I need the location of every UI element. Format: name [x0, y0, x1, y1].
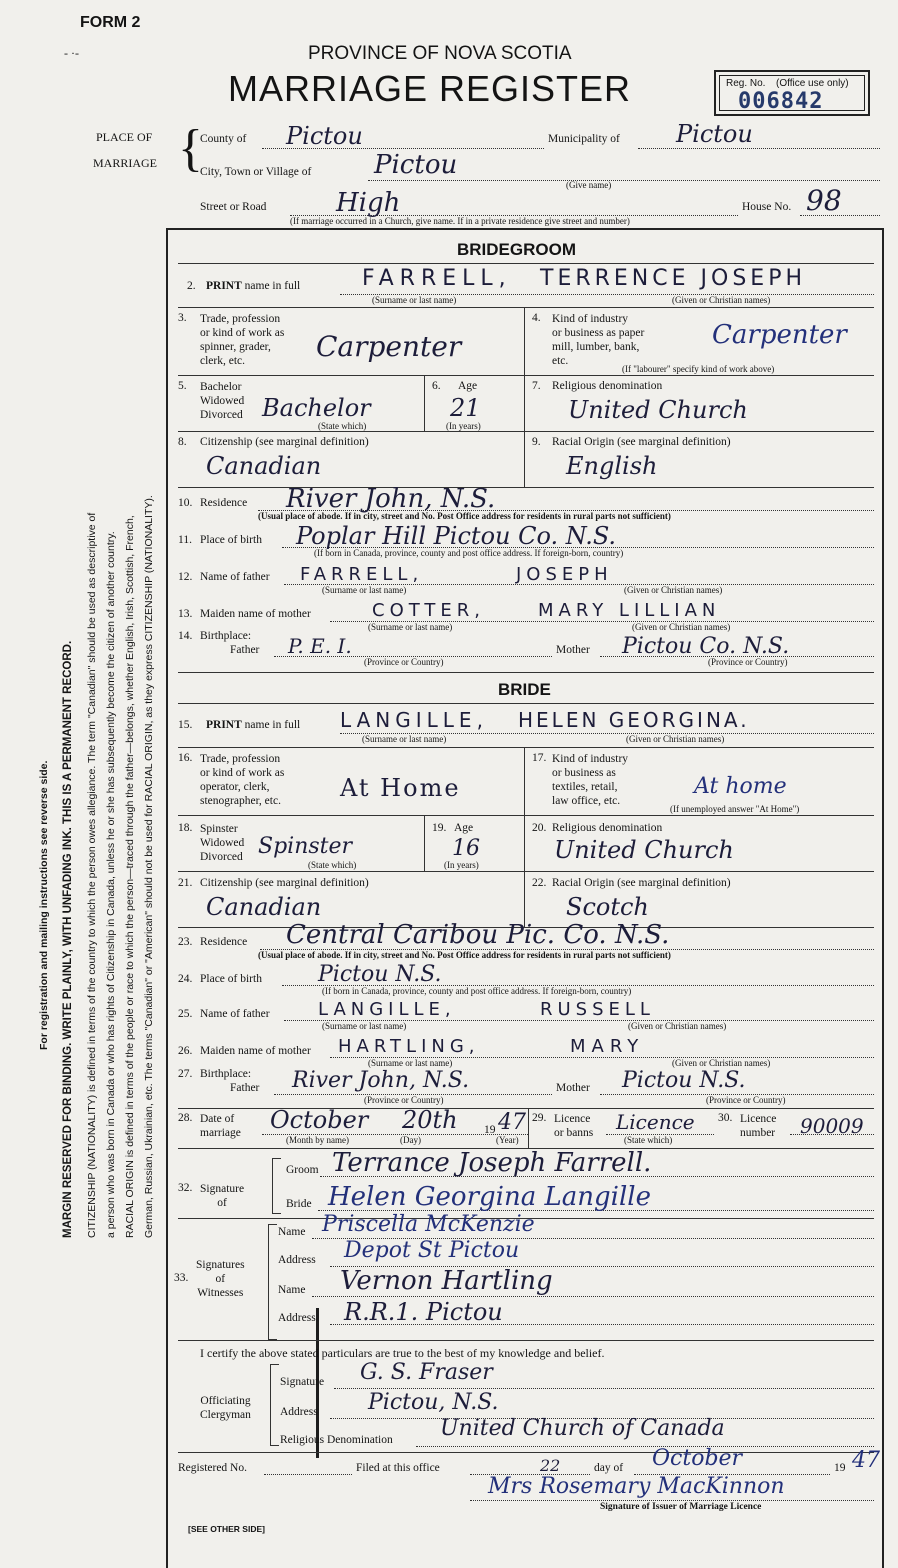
marriage-year-prefix: 19 [484, 1124, 496, 1136]
field-29-number: 29. [532, 1112, 547, 1124]
field-23-label: Residence [200, 936, 248, 948]
groom-sig-label: Groom [286, 1164, 319, 1176]
groom-status: Bachelor [262, 394, 371, 422]
groom-mother-surname: COTTER, [372, 600, 486, 621]
marriage-day-caption: (Day) [400, 1135, 421, 1145]
groom-surname-caption: (Surname or last name) [372, 295, 457, 305]
licence-or-banns: Licence [616, 1110, 695, 1134]
field-14-father-label: Father [230, 644, 260, 656]
field-22-number: 22. [532, 877, 547, 889]
field-2-print: PRINT [206, 280, 242, 292]
field-14-label: Birthplace: [200, 630, 252, 642]
marriage-year: 47 [498, 1110, 526, 1135]
groom-age-caption: (In years) [446, 421, 481, 431]
margin-line-1: For registration and mailing instructions see reverse side. [38, 760, 50, 1050]
field-12-caption-given: (Given or Christian names) [624, 585, 723, 595]
officiating-clergyman-label: Officiating Clergyman [200, 1395, 251, 1421]
day-of-label: day of [594, 1462, 624, 1474]
witness2-address: R.R.1. Pictou [344, 1298, 503, 1326]
field-13-caption-surname: (Surname or last name) [368, 622, 453, 632]
field-28-number: 28. [178, 1112, 193, 1124]
filed-year: 47 [852, 1448, 880, 1473]
filed-day: 22 [540, 1456, 561, 1475]
field-24-number: 24. [178, 973, 193, 985]
field-20-label: Religious denomination [552, 822, 663, 834]
field-23-number: 23. [178, 936, 193, 948]
groom-origin: English [566, 452, 658, 480]
groom-father-surname: FARRELL, [300, 564, 424, 585]
place-label-1: PLACE OF [96, 130, 153, 144]
field-27-caption-father: (Province or Country) [364, 1095, 444, 1105]
field-28-label: Date of marriage [200, 1113, 241, 1139]
bride-surname: LANGILLE, [340, 708, 488, 732]
place-label-2: MARRIAGE [93, 156, 158, 170]
groom-signature: Terrance Joseph Farrell. [332, 1148, 652, 1178]
field-26-label: Maiden name of mother [200, 1045, 311, 1057]
bride-religion: United Church [554, 836, 734, 864]
field-11-label: Place of birth [200, 534, 262, 546]
bride-sig-label: Bride [286, 1198, 312, 1210]
field-25-label: Name of father [200, 1008, 270, 1020]
field-25-caption-given: (Given or Christian names) [628, 1021, 727, 1031]
field-33-label: Signatures of Witnesses [196, 1259, 245, 1299]
field-14-mother-label: Mother [556, 644, 590, 656]
bride-age-caption: (In years) [444, 860, 479, 870]
field-4-number: 4. [532, 312, 541, 324]
field-2-number: 2. [187, 280, 196, 292]
bride-heading: BRIDE [498, 680, 551, 699]
field-13-caption-given: (Given or Christian names) [632, 622, 731, 632]
field-14-number: 14. [178, 630, 193, 642]
field-30-number: 30. [718, 1112, 733, 1124]
registered-no-label: Registered No. [178, 1462, 247, 1474]
field-32-number: 32. [178, 1182, 193, 1194]
groom-residence: River John, N.S. [286, 484, 496, 514]
field-15-label: name in full [244, 719, 301, 731]
field-12-number: 12. [178, 571, 193, 583]
groom-citizenship: Canadian [206, 452, 322, 480]
field-12-caption-surname: (Surname or last name) [322, 585, 407, 595]
field-26-number: 26. [178, 1045, 193, 1057]
field-10-label: Residence [200, 497, 248, 509]
margin-line-4: a person who was born in Canada or who has rights of Citizenship in Canada, unless he or she has subsequently become the citizen of another country. [105, 531, 117, 1238]
field-18-number: 18. [178, 822, 193, 834]
field-29-caption: (State which) [624, 1135, 673, 1145]
bride-mother-birthplace: Pictou N.S. [622, 1068, 746, 1093]
filed-label: Filed at this office [356, 1462, 440, 1474]
house-label: House No. [742, 201, 792, 213]
field-21-label: Citizenship (see marginal definition) [200, 877, 369, 889]
county-label: County of [200, 133, 247, 145]
issuer-signature-caption: Signature of Issuer of Marriage Licence [600, 1502, 762, 1512]
give-name-caption: (Give name) [566, 180, 612, 190]
province-heading: PROVINCE OF NOVA SCOTIA [308, 43, 572, 64]
field-22-label: Racial Origin (see marginal definition) [552, 877, 731, 889]
field-3-number: 3. [178, 312, 187, 324]
witness1-address: Depot St Pictou [344, 1238, 520, 1263]
field-15-number: 15. [178, 719, 193, 731]
bride-status-caption: (State which) [308, 860, 357, 870]
form-number: FORM 2 [80, 14, 141, 31]
field-6-label: Age [458, 380, 478, 392]
city-label: City, Town or Village of [200, 166, 312, 178]
field-17-number: 17. [532, 752, 547, 764]
field-16-number: 16. [178, 752, 193, 764]
field-30-label: Licence number [740, 1113, 777, 1139]
bride-citizenship: Canadian [206, 893, 322, 921]
field-20-number: 20. [532, 822, 547, 834]
field-26-caption-surname: (Surname or last name) [368, 1058, 453, 1068]
reg-label: Reg. No. [726, 78, 766, 89]
bride-surname-caption: (Surname or last name) [362, 734, 447, 744]
field-27-caption-mother: (Province or Country) [706, 1095, 786, 1105]
signature-bracket [272, 1158, 281, 1214]
field-27-mother-label: Mother [556, 1082, 590, 1094]
marriage-year-caption: (Year) [496, 1135, 519, 1145]
street-value: High [336, 188, 401, 218]
groom-mother-given: MARY LILLIAN [538, 600, 721, 621]
bride-mother-given: MARY [570, 1036, 645, 1057]
groom-mother-birthplace: Pictou Co. N.S. [622, 634, 790, 659]
see-other-side: [SEE OTHER SIDE] [188, 1524, 265, 1534]
clergy-address-label: Address [280, 1406, 318, 1418]
field-18-label: Spinster Widowed Divorced [200, 823, 245, 863]
marriage-month: October [270, 1106, 369, 1134]
licence-number: 90009 [800, 1114, 864, 1138]
field-13-number: 13. [178, 608, 193, 620]
issuer-signature: Mrs Rosemary MacKinnon [488, 1474, 785, 1499]
county-value: Pictou [286, 122, 363, 150]
field-14-caption-father: (Province or Country) [364, 657, 444, 667]
field-15-print: PRINT [206, 719, 242, 731]
margin-line-2: MARGIN RESERVED FOR BINDING. WRITE PLAINLY, WITH UNFADING INK. THIS IS A PERMANENT RECORD. [62, 640, 74, 1238]
certification-text: I certify the above stated particulars are true to the best of my knowledge and belief. [200, 1346, 605, 1360]
bridegroom-heading: BRIDEGROOM [457, 240, 576, 259]
witness2-address-label: Address [278, 1312, 316, 1324]
reg-office-note: (Office use only) [776, 78, 849, 89]
municipality-label: Municipality of [548, 133, 620, 145]
groom-given: TERRENCE JOSEPH [540, 266, 807, 291]
field-27-father-label: Father [230, 1082, 260, 1094]
field-19-label: Age [454, 822, 474, 834]
bride-origin: Scotch [566, 893, 649, 921]
clergy-address: Pictou, N.S. [368, 1390, 499, 1415]
bride-father-birthplace: River John, N.S. [292, 1068, 470, 1093]
field-10-caption: (Usual place of abode. If in city, street and No. Post Office address for residents in rural parts not sufficient) [258, 511, 671, 521]
house-value: 98 [806, 184, 842, 217]
field-6-number: 6. [432, 380, 441, 392]
groom-industry: Carpenter [712, 320, 847, 350]
field-8-label: Citizenship (see marginal definition) [200, 436, 369, 448]
bride-given: HELEN GEORGINA. [518, 708, 750, 732]
margin-line-5: RACIAL ORIGIN is defined in terms of the people or race to which the person—traced through the father—belongs, whether English, Irish, Scottish, French, [124, 515, 136, 1238]
field-4-label: Kind of industry or business as paper mill, lumber, bank, etc. [552, 313, 645, 367]
clergy-signature-label: Signature [280, 1376, 325, 1388]
margin-line-6: German, Russian, Ukrainian, etc. The terms "Canadian" or "American" should not be used for RACIAL ORIGIN, as they express CITIZENSHIP (NATIONALITY). [143, 495, 155, 1238]
witness2-name-label: Name [278, 1284, 306, 1296]
clergyman-bracket [270, 1364, 279, 1446]
filed-year-prefix: 19 [834, 1462, 846, 1474]
groom-birthplace: Poplar Hill Pictou Co. N.S. [296, 522, 617, 550]
filed-month: October [652, 1446, 743, 1471]
bride-given-caption: (Given or Christian names) [626, 734, 725, 744]
bride-father-surname: LANGILLE, [318, 999, 456, 1020]
field-24-label: Place of birth [200, 973, 262, 985]
field-25-number: 25. [178, 1008, 193, 1020]
groom-status-caption: (State which) [318, 421, 367, 431]
place-note: (If marriage occurred in a Church, give name. If in a private residence give street and number) [290, 216, 630, 226]
field-25-caption-surname: (Surname or last name) [322, 1021, 407, 1031]
groom-father-birthplace: P. E. I. [288, 634, 352, 658]
street-label: Street or Road [200, 201, 267, 213]
witness-bracket [268, 1224, 277, 1340]
field-33-number: 33. [174, 1272, 189, 1284]
field-11-caption: (If born in Canada, province, county and post office address. If foreign-born, country) [314, 548, 624, 558]
page-title: MARRIAGE REGISTER [228, 68, 632, 109]
bride-residence: Central Caribou Pic. Co. N.S. [286, 920, 670, 950]
field-16-label: Trade, profession or kind of work as operator, clerk, stenographer, etc. [200, 753, 285, 807]
field-14-caption-mother: (Province or Country) [708, 657, 788, 667]
field-29-label: Licence or banns [554, 1113, 594, 1139]
field-21-number: 21. [178, 877, 193, 889]
bride-birthplace: Pictou N.S. [318, 962, 442, 987]
bride-age: 16 [452, 836, 480, 861]
reg-number: 006842 [738, 89, 824, 114]
field-13-label: Maiden name of mother [200, 608, 311, 620]
field-24-caption: (If born in Canada, province, county and post office address. If foreign-born, country) [322, 986, 632, 996]
groom-given-caption: (Given or Christian names) [672, 295, 771, 305]
field-26-caption-given: (Given or Christian names) [672, 1058, 771, 1068]
place-brace: { [178, 120, 203, 177]
witness1-address-label: Address [278, 1254, 316, 1266]
clergy-denomination-label: Religious Denomination [280, 1434, 393, 1446]
bride-status: Spinster [258, 834, 353, 859]
field-12-label: Name of father [200, 571, 270, 583]
field-2-label: name in full [244, 280, 301, 292]
field-7-number: 7. [532, 380, 541, 392]
marriage-month-caption: (Month by name) [286, 1135, 349, 1145]
margin-line-3: CITIZENSHIP (NATIONALITY) is defined in terms of the country to which the person owes allegiance. The term "Canadian" should be used as descriptive of [86, 512, 98, 1238]
field-9-number: 9. [532, 436, 541, 448]
bride-mother-surname: HARTLING, [338, 1036, 480, 1057]
clergy-signature: G. S. Fraser [360, 1360, 493, 1385]
marriage-day: 20th [402, 1106, 458, 1134]
field-9-label: Racial Origin (see marginal definition) [552, 436, 731, 448]
city-value: Pictou [374, 150, 458, 180]
field-10-number: 10. [178, 497, 193, 509]
field-4-note: (If "labourer" specify kind of work above) [622, 364, 775, 374]
field-19-number: 19. [432, 822, 447, 834]
reg-number-box [714, 70, 870, 116]
bride-father-given: RUSSELL [540, 999, 655, 1020]
witness1-name-label: Name [278, 1226, 306, 1238]
field-11-number: 11. [178, 534, 192, 546]
scribble-mark: - ·- [64, 46, 79, 60]
municipality-value: Pictou [676, 120, 753, 148]
witness1-name: Priscella McKenzie [322, 1212, 535, 1237]
groom-religion: United Church [568, 396, 748, 424]
groom-surname: FARRELL, [362, 266, 512, 291]
field-17-label: Kind of industry or business as textiles, retail, law office, etc. [552, 753, 629, 807]
field-5-number: 5. [178, 380, 187, 392]
field-17-note: (If unemployed answer "At Home") [670, 804, 800, 814]
field-27-number: 27. [178, 1068, 193, 1080]
bride-trade: At Home [340, 774, 461, 802]
field-5-label: Bachelor Widowed Divorced [200, 381, 245, 421]
groom-age: 21 [450, 394, 481, 422]
field-32-label: Signature of [200, 1183, 245, 1209]
field-3-label: Trade, profession or kind of work as spinner, grader, clerk, etc. [200, 313, 285, 367]
witness2-name: Vernon Hartling [340, 1266, 553, 1296]
groom-father-given: JOSEPH [516, 564, 613, 585]
bride-signature: Helen Georgina Langille [328, 1182, 651, 1212]
groom-trade: Carpenter [316, 330, 462, 363]
field-8-number: 8. [178, 436, 187, 448]
field-23-caption: (Usual place of abode. If in city, street and No. Post Office address for residents in rural parts not sufficient) [258, 950, 671, 960]
field-7-label: Religious denomination [552, 380, 663, 392]
field-27-label: Birthplace: [200, 1068, 252, 1080]
bride-industry: At home [694, 774, 787, 799]
clergy-denomination: United Church of Canada [440, 1416, 725, 1441]
